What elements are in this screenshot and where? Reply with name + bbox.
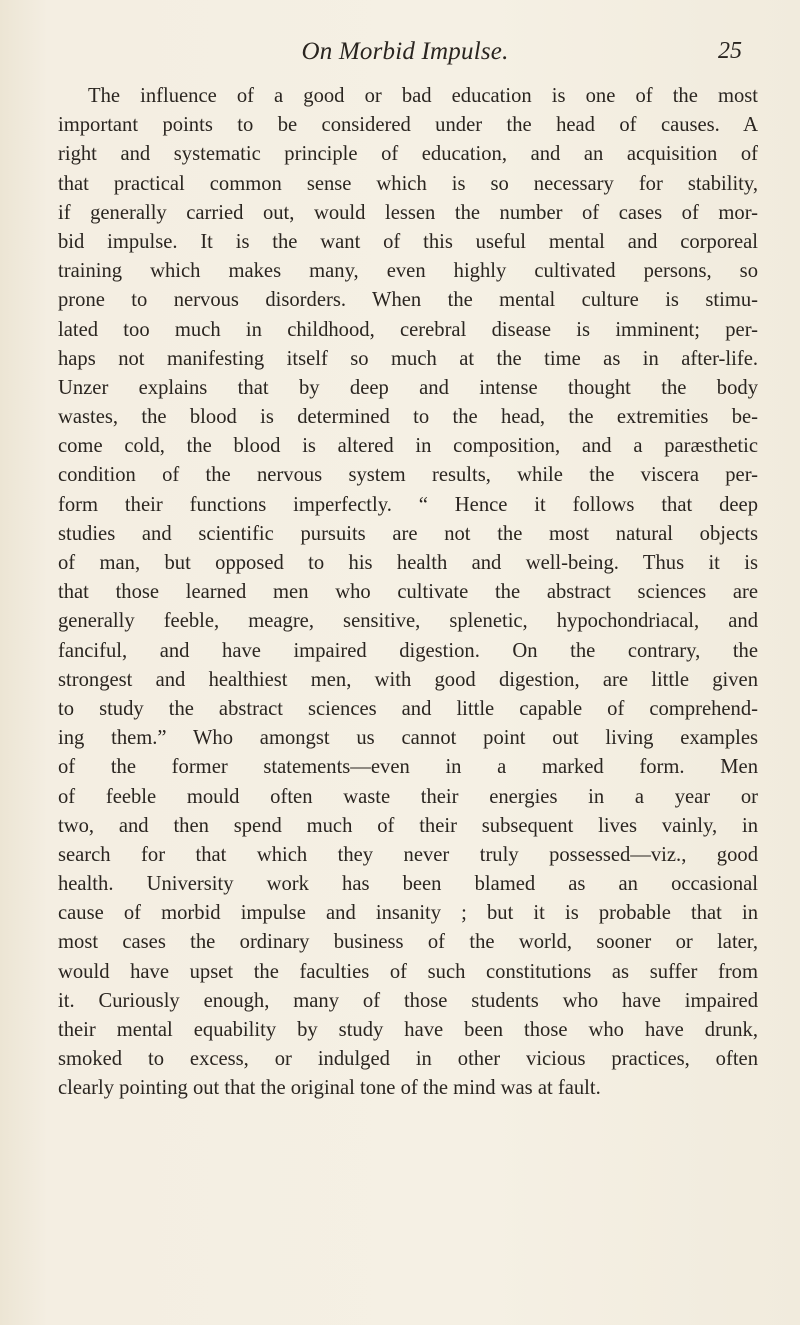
- text-line: strongest and healthiest men, with good digestion, are little given: [58, 668, 758, 691]
- running-head: On Morbid Impulse.: [301, 38, 509, 65]
- text-line: that those learned men who cultivate the abstract sciences are: [58, 581, 758, 604]
- text-line: two, and then spend much of their subsequent lives vainly, in: [58, 814, 758, 837]
- page-number: 25: [718, 38, 742, 64]
- text-line: search for that which they never truly possessed—viz., good: [58, 843, 758, 866]
- text-line: to study the abstract sciences and little capable of comprehend-: [58, 697, 758, 720]
- text-line: of feeble mould often waste their energies in a year or: [58, 785, 758, 808]
- body-paragraph: [58, 82, 758, 1104]
- text-line: important points to be considered under the head of causes. A: [58, 114, 758, 137]
- text-line: ing them.” Who amongst us cannot point out living examples: [58, 727, 758, 750]
- text-line: form their functions imperfectly. “ Hence it follows that deep: [58, 493, 758, 516]
- text-line: lated too much in childhood, cerebral disease is imminent; per-: [58, 318, 758, 341]
- text-line: clearly pointing out that the original tone of the mind was at fault.: [58, 1077, 601, 1100]
- text-line: haps not manifesting itself so much at the time as in after-life.: [58, 347, 758, 370]
- text-line: health. University work has been blamed as an occasional: [58, 873, 758, 896]
- text-line: studies and scientific pursuits are not the most natural objects: [58, 522, 758, 545]
- text-line: their mental equability by study have been those who have drunk,: [58, 1019, 758, 1041]
- text-line: fanciful, and have impaired digestion. On the contrary, the: [58, 639, 758, 662]
- text-line: bid impulse. It is the want of this useful mental and corporeal: [58, 230, 758, 253]
- text-line: prone to nervous disorders. When the mental culture is stimu-: [58, 289, 758, 312]
- text-line: smoked to excess, or indulged in other vicious practices, often: [58, 1048, 758, 1071]
- text-line: of man, but opposed to his health and well-being. Thus it is: [58, 552, 758, 574]
- text-line: The influence of a good or bad education is one of the most: [88, 85, 758, 107]
- text-line: would have upset the faculties of such constitutions as suffer from: [58, 960, 758, 983]
- text-line: that practical common sense which is so necessary for stability,: [58, 172, 758, 195]
- text-line: it. Curiously enough, many of those students who have impaired: [58, 989, 758, 1012]
- text-line: if generally carried out, would lessen the number of cases of mor-: [58, 201, 758, 224]
- text-line: of the former statements—even in a marked form. Men: [58, 756, 758, 779]
- text-line: condition of the nervous system results, while the viscera per-: [58, 464, 758, 487]
- text-line: wastes, the blood is determined to the head, the extremities be-: [58, 406, 758, 429]
- text-line: Unzer explains that by deep and intense thought the body: [58, 376, 758, 399]
- text-line: right and systematic principle of education, and an acquisition of: [58, 143, 758, 166]
- page-header: [60, 38, 750, 68]
- text-line: most cases the ordinary business of the world, sooner or later,: [58, 931, 758, 954]
- text-line: cause of morbid impulse and insanity ; but it is probable that in: [58, 902, 758, 925]
- text-line: come cold, the blood is altered in composition, and a paræsthetic: [58, 435, 758, 458]
- text-line: training which makes many, even highly cultivated persons, so: [58, 260, 758, 283]
- text-line: generally feeble, meagre, sensitive, splenetic, hypochondriacal, and: [58, 610, 758, 633]
